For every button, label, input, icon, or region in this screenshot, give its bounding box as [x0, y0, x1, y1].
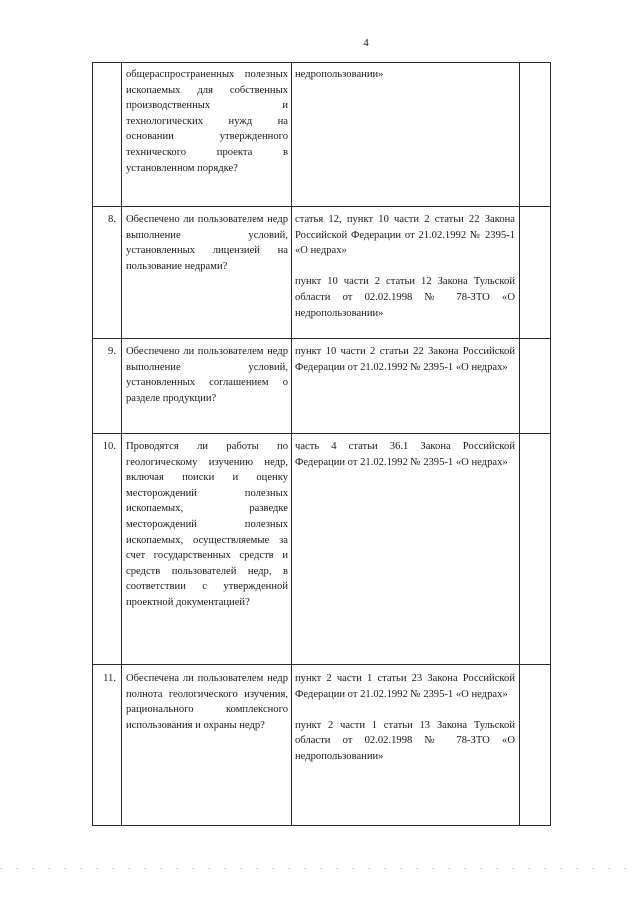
row-references: [295, 67, 515, 83]
reference-text: часть 4 статьи 36.1 Закона Российской Федерации от 21.02.1992 № 2395-1 «О недрах»: [295, 441, 515, 468]
row-question: общераспространенных полезных ископаемых для собственных производственных и технологических нужд на основании утвержденного технического проекта в установленном порядке?: [126, 69, 288, 174]
reference-text: статья 12, пункт 10 части 2 статьи 22 Закона Российской Федерации от 21.02.1992 № 2395-1 «О недрах»: [295, 214, 515, 257]
table-column-divider-2: [291, 62, 292, 826]
row-question: Обеспечено ли пользователем недр выполнение условий, установленных соглашением о разделе продукции?: [126, 346, 288, 404]
row-references: [295, 671, 515, 765]
reference-text: пункт 2 части 1 статьи 23 Закона Российской Федерации от 21.02.1992 № 2395-1 «О недрах»: [295, 673, 515, 700]
row-divider: [92, 206, 551, 207]
table-border-right: [550, 62, 551, 826]
row-number: 9.: [108, 346, 116, 357]
row-question: Проводятся ли работы по геологическому изучению недр, включая поиски и оценку месторождений полезных ископаемых, разведке месторождений полезных ископаемых, осуществляемые за счет государственных средств и средств пользователей недр, в соответствии с утвержденной проектной документацией?: [126, 441, 288, 608]
reference-text: пункт 2 части 1 статьи 13 Закона Тульской области от 02.02.1998 № 78-ЗТО «О недропользовании»: [295, 719, 515, 762]
row-references: [295, 344, 515, 375]
row-question: Обеспечена ли пользователем недр полнота геологического изучения, рационального комплексного использования и охраны недр?: [126, 673, 288, 731]
row-number: 8.: [108, 214, 116, 225]
reference-text: недропользовании»: [295, 69, 384, 80]
row-question: Обеспечено ли пользователем недр выполнение условий, установленных лицензией на пользование недрами?: [126, 214, 288, 272]
table-border-top: [92, 62, 551, 63]
row-divider: [92, 338, 551, 339]
row-number: 10.: [102, 441, 116, 452]
table-column-divider-1: [121, 62, 122, 826]
row-divider: [92, 664, 551, 665]
table-border-bottom: [92, 825, 551, 826]
row-references: [295, 212, 515, 321]
row-number: 11.: [103, 673, 116, 684]
row-references: [295, 439, 515, 470]
reference-text: пункт 10 части 2 статьи 12 Закона Тульской области от 02.02.1998 № 78-ЗТО «О недропользовании»: [295, 276, 515, 319]
row-divider: [92, 433, 551, 434]
scan-artifact-line: [0, 868, 640, 869]
table-column-divider-3: [519, 62, 520, 826]
page-number: 4: [363, 37, 369, 49]
reference-text: пункт 10 части 2 статьи 22 Закона Российской Федерации от 21.02.1992 № 2395-1 «О недрах»: [295, 346, 515, 373]
